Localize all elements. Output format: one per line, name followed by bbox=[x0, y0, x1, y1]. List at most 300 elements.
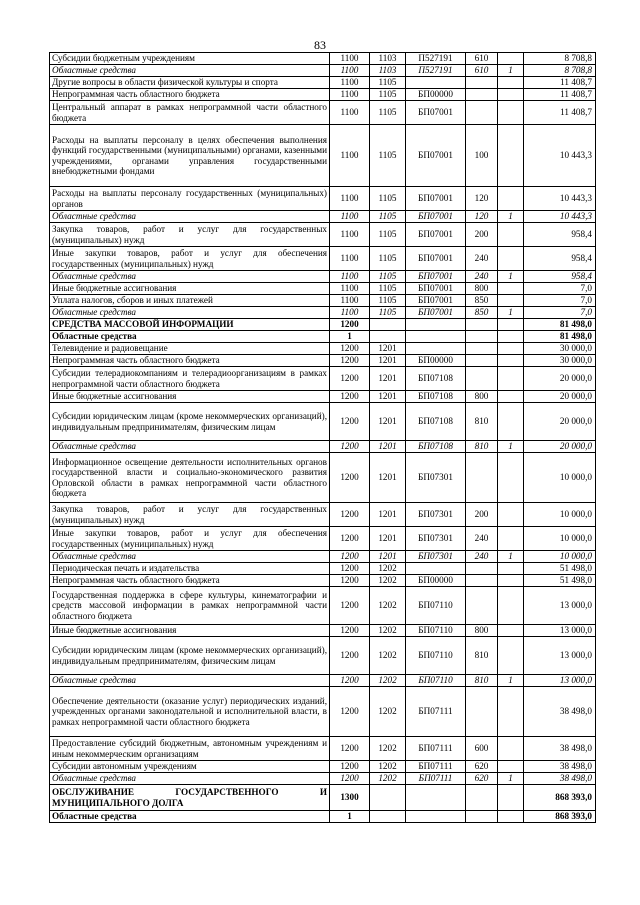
cell-section: 1200 bbox=[330, 575, 370, 587]
cell-amount: 10 000,0 bbox=[524, 503, 596, 527]
cell-subsection: 1202 bbox=[370, 563, 406, 575]
cell-funding-source: 1 bbox=[498, 551, 524, 563]
cell-section: 1200 bbox=[330, 551, 370, 563]
cell-amount: 10 443,3 bbox=[524, 187, 596, 211]
cell-funding-source bbox=[498, 811, 524, 823]
cell-section: 1200 bbox=[330, 773, 370, 785]
cell-subsection: 1105 bbox=[370, 295, 406, 307]
table-row bbox=[50, 761, 596, 773]
cell-funding-source: 1 bbox=[498, 675, 524, 687]
cell-target-article bbox=[406, 343, 466, 355]
cell-name: Областные средства bbox=[50, 65, 330, 77]
cell-funding-source bbox=[498, 187, 524, 211]
cell-amount: 958,4 bbox=[524, 223, 596, 247]
cell-amount: 20 000,0 bbox=[524, 441, 596, 453]
cell-funding-source bbox=[498, 77, 524, 89]
table-row bbox=[50, 295, 596, 307]
cell-section: 1200 bbox=[330, 761, 370, 773]
cell-amount: 868 393,0 bbox=[524, 785, 596, 811]
cell-target-article bbox=[406, 563, 466, 575]
cell-target-article bbox=[406, 811, 466, 823]
table-row bbox=[50, 637, 596, 675]
cell-name: Субсидии автономным учреждениям bbox=[50, 761, 330, 773]
cell-name: Субсидии бюджетным учреждениям bbox=[50, 53, 330, 65]
cell-expense-type bbox=[466, 343, 498, 355]
cell-subsection: 1105 bbox=[370, 283, 406, 295]
cell-expense-type: 810 bbox=[466, 637, 498, 675]
cell-funding-source bbox=[498, 575, 524, 587]
cell-amount: 13 000,0 bbox=[524, 675, 596, 687]
cell-name: Периодическая печать и издательства bbox=[50, 563, 330, 575]
cell-section: 1100 bbox=[330, 89, 370, 101]
cell-funding-source bbox=[498, 355, 524, 367]
table-row bbox=[50, 367, 596, 391]
table-row bbox=[50, 737, 596, 761]
cell-subsection: 1202 bbox=[370, 625, 406, 637]
cell-target-article: БП07301 bbox=[406, 551, 466, 563]
cell-section: 1100 bbox=[330, 101, 370, 125]
table-row bbox=[50, 773, 596, 785]
table-row bbox=[50, 271, 596, 283]
cell-name: Расходы на выплаты персоналу государственных (муниципальных) органов bbox=[50, 187, 330, 211]
cell-target-article: БП07110 bbox=[406, 625, 466, 637]
cell-funding-source: 1 bbox=[498, 307, 524, 319]
cell-target-article bbox=[406, 77, 466, 89]
cell-name: Областные средства bbox=[50, 441, 330, 453]
cell-funding-source bbox=[498, 295, 524, 307]
cell-section: 1100 bbox=[330, 223, 370, 247]
cell-expense-type bbox=[466, 331, 498, 343]
cell-amount: 20 000,0 bbox=[524, 367, 596, 391]
cell-subsection: 1105 bbox=[370, 89, 406, 101]
table-row bbox=[50, 441, 596, 453]
cell-name: Обеспечение деятельности (оказание услуг) периодических изданий, учрежденных органами законодательной и исполнительной власти, в рамках непрограммной части областного бюджета bbox=[50, 687, 330, 737]
cell-amount: 13 000,0 bbox=[524, 637, 596, 675]
cell-expense-type bbox=[466, 453, 498, 503]
cell-target-article: БП07110 bbox=[406, 675, 466, 687]
cell-amount: 38 498,0 bbox=[524, 773, 596, 785]
cell-target-article: БП07111 bbox=[406, 761, 466, 773]
cell-subsection: 1105 bbox=[370, 211, 406, 223]
cell-section: 1 bbox=[330, 331, 370, 343]
cell-subsection: 1202 bbox=[370, 737, 406, 761]
cell-funding-source bbox=[498, 331, 524, 343]
cell-target-article: П527191 bbox=[406, 53, 466, 65]
cell-expense-type bbox=[466, 355, 498, 367]
cell-funding-source bbox=[498, 343, 524, 355]
cell-amount: 13 000,0 bbox=[524, 625, 596, 637]
cell-expense-type bbox=[466, 89, 498, 101]
cell-target-article: БП00000 bbox=[406, 575, 466, 587]
cell-target-article: БП07108 bbox=[406, 391, 466, 403]
cell-funding-source bbox=[498, 125, 524, 187]
cell-funding-source: 1 bbox=[498, 773, 524, 785]
cell-expense-type bbox=[466, 77, 498, 89]
cell-amount: 11 408,7 bbox=[524, 89, 596, 101]
cell-expense-type: 800 bbox=[466, 391, 498, 403]
cell-funding-source bbox=[498, 637, 524, 675]
cell-target-article: БП07301 bbox=[406, 503, 466, 527]
cell-funding-source bbox=[498, 101, 524, 125]
cell-subsection: 1201 bbox=[370, 503, 406, 527]
cell-funding-source: 1 bbox=[498, 441, 524, 453]
cell-subsection: 1105 bbox=[370, 271, 406, 283]
cell-funding-source bbox=[498, 625, 524, 637]
cell-funding-source bbox=[498, 737, 524, 761]
cell-expense-type bbox=[466, 811, 498, 823]
cell-section: 1300 bbox=[330, 785, 370, 811]
cell-expense-type: 100 bbox=[466, 125, 498, 187]
cell-expense-type: 810 bbox=[466, 403, 498, 441]
table-row bbox=[50, 283, 596, 295]
cell-expense-type: 620 bbox=[466, 761, 498, 773]
cell-subsection: 1201 bbox=[370, 355, 406, 367]
cell-section: 1200 bbox=[330, 355, 370, 367]
cell-funding-source bbox=[498, 53, 524, 65]
cell-target-article: БП07108 bbox=[406, 367, 466, 391]
cell-funding-source bbox=[498, 527, 524, 551]
cell-name: Областные средства bbox=[50, 773, 330, 785]
cell-name: Иные закупки товаров, работ и услуг для обеспечения государственных (муниципальных) нужд bbox=[50, 247, 330, 271]
table-row bbox=[50, 785, 596, 811]
cell-subsection bbox=[370, 811, 406, 823]
cell-target-article: БП07001 bbox=[406, 307, 466, 319]
cell-expense-type bbox=[466, 319, 498, 331]
cell-expense-type: 600 bbox=[466, 737, 498, 761]
cell-name: Закупка товаров, работ и услуг для государственных (муниципальных) нужд bbox=[50, 503, 330, 527]
cell-section: 1 bbox=[330, 811, 370, 823]
cell-section: 1200 bbox=[330, 737, 370, 761]
table-row bbox=[50, 551, 596, 563]
cell-target-article: БП00000 bbox=[406, 355, 466, 367]
cell-amount: 30 000,0 bbox=[524, 343, 596, 355]
cell-funding-source bbox=[498, 283, 524, 295]
cell-target-article: БП07111 bbox=[406, 737, 466, 761]
cell-name: Другие вопросы в области физической культуры и спорта bbox=[50, 77, 330, 89]
cell-target-article: БП07001 bbox=[406, 283, 466, 295]
cell-expense-type: 200 bbox=[466, 223, 498, 247]
cell-funding-source bbox=[498, 563, 524, 575]
cell-target-article: БП07301 bbox=[406, 527, 466, 551]
cell-section: 1100 bbox=[330, 283, 370, 295]
cell-expense-type: 120 bbox=[466, 211, 498, 223]
cell-name: Областные средства bbox=[50, 271, 330, 283]
cell-section: 1200 bbox=[330, 503, 370, 527]
table-row bbox=[50, 527, 596, 551]
cell-expense-type: 610 bbox=[466, 65, 498, 77]
cell-amount: 11 408,7 bbox=[524, 101, 596, 125]
cell-expense-type bbox=[466, 785, 498, 811]
cell-name: Государственная поддержка в сфере культуры, кинематографии и средств массовой информации в рамках непрограммной части областного бюджета bbox=[50, 587, 330, 625]
cell-expense-type bbox=[466, 367, 498, 391]
cell-subsection: 1201 bbox=[370, 403, 406, 441]
table-row bbox=[50, 391, 596, 403]
cell-amount: 958,4 bbox=[524, 271, 596, 283]
cell-section: 1200 bbox=[330, 675, 370, 687]
cell-section: 1100 bbox=[330, 271, 370, 283]
table-row bbox=[50, 307, 596, 319]
cell-expense-type bbox=[466, 687, 498, 737]
cell-amount: 20 000,0 bbox=[524, 391, 596, 403]
cell-amount: 38 498,0 bbox=[524, 737, 596, 761]
table-row bbox=[50, 625, 596, 637]
cell-subsection: 1202 bbox=[370, 773, 406, 785]
cell-subsection: 1201 bbox=[370, 391, 406, 403]
cell-subsection: 1201 bbox=[370, 367, 406, 391]
cell-name: Телевидение и радиовещание bbox=[50, 343, 330, 355]
cell-name: Непрограммная часть областного бюджета bbox=[50, 89, 330, 101]
cell-expense-type bbox=[466, 575, 498, 587]
cell-subsection bbox=[370, 319, 406, 331]
cell-subsection: 1201 bbox=[370, 527, 406, 551]
cell-subsection: 1202 bbox=[370, 687, 406, 737]
cell-expense-type: 200 bbox=[466, 503, 498, 527]
cell-amount: 7,0 bbox=[524, 295, 596, 307]
cell-target-article: БП07001 bbox=[406, 295, 466, 307]
cell-expense-type: 240 bbox=[466, 247, 498, 271]
cell-name: Субсидии юридическим лицам (кроме некоммерческих организаций), индивидуальным предпринимателям, физическим лицам bbox=[50, 637, 330, 675]
cell-funding-source bbox=[498, 223, 524, 247]
table-row bbox=[50, 563, 596, 575]
table-row bbox=[50, 403, 596, 441]
cell-name: Областные средства bbox=[50, 331, 330, 343]
table-row bbox=[50, 125, 596, 187]
table-row bbox=[50, 343, 596, 355]
cell-section: 1200 bbox=[330, 587, 370, 625]
cell-amount: 10 000,0 bbox=[524, 453, 596, 503]
cell-amount: 7,0 bbox=[524, 307, 596, 319]
cell-name: Расходы на выплаты персоналу в целях обеспечения выполнения функций государственными (муниципальными) органами, казенными учреждениями, органами управления государственными внебюджетными фондами bbox=[50, 125, 330, 187]
cell-amount: 51 498,0 bbox=[524, 563, 596, 575]
cell-amount: 7,0 bbox=[524, 283, 596, 295]
cell-funding-source: 1 bbox=[498, 211, 524, 223]
table-row bbox=[50, 503, 596, 527]
cell-section: 1100 bbox=[330, 211, 370, 223]
cell-expense-type: 850 bbox=[466, 307, 498, 319]
cell-expense-type: 800 bbox=[466, 283, 498, 295]
cell-expense-type: 800 bbox=[466, 625, 498, 637]
cell-target-article: БП07111 bbox=[406, 687, 466, 737]
table-row bbox=[50, 675, 596, 687]
cell-amount: 10 000,0 bbox=[524, 527, 596, 551]
cell-target-article: БП00000 bbox=[406, 89, 466, 101]
cell-funding-source bbox=[498, 403, 524, 441]
cell-name: Уплата налогов, сборов и иных платежей bbox=[50, 295, 330, 307]
table-row bbox=[50, 187, 596, 211]
cell-funding-source bbox=[498, 247, 524, 271]
cell-name: Субсидии телерадиокомпаниям и телерадиоорганизациям в рамках непрограммной части областного бюджета bbox=[50, 367, 330, 391]
table-row bbox=[50, 319, 596, 331]
budget-table bbox=[49, 52, 596, 823]
cell-funding-source bbox=[498, 687, 524, 737]
cell-target-article: БП07001 bbox=[406, 247, 466, 271]
cell-amount: 11 408,7 bbox=[524, 77, 596, 89]
cell-subsection: 1201 bbox=[370, 551, 406, 563]
cell-subsection: 1202 bbox=[370, 575, 406, 587]
cell-subsection: 1105 bbox=[370, 125, 406, 187]
cell-subsection bbox=[370, 331, 406, 343]
cell-subsection: 1105 bbox=[370, 307, 406, 319]
cell-amount: 13 000,0 bbox=[524, 587, 596, 625]
cell-subsection: 1201 bbox=[370, 343, 406, 355]
cell-funding-source bbox=[498, 453, 524, 503]
table-row bbox=[50, 355, 596, 367]
cell-funding-source bbox=[498, 319, 524, 331]
cell-amount: 10 000,0 bbox=[524, 551, 596, 563]
cell-funding-source bbox=[498, 785, 524, 811]
cell-subsection: 1201 bbox=[370, 453, 406, 503]
cell-name: Областные средства bbox=[50, 551, 330, 563]
cell-expense-type: 610 bbox=[466, 53, 498, 65]
cell-name: Информационное освещение деятельности исполнительных органов государственной власти и социально-экономического развития Орловской области в рамках непрограммной части областного бюджета bbox=[50, 453, 330, 503]
page-number: 83 bbox=[314, 38, 326, 52]
cell-expense-type: 240 bbox=[466, 527, 498, 551]
cell-name: Центральный аппарат в рамках непрограммной части областного бюджета bbox=[50, 101, 330, 125]
cell-expense-type: 240 bbox=[466, 551, 498, 563]
cell-target-article bbox=[406, 785, 466, 811]
cell-section: 1100 bbox=[330, 295, 370, 307]
cell-target-article: БП07111 bbox=[406, 773, 466, 785]
cell-section: 1200 bbox=[330, 319, 370, 331]
cell-section: 1200 bbox=[330, 637, 370, 675]
cell-section: 1100 bbox=[330, 77, 370, 89]
cell-section: 1200 bbox=[330, 563, 370, 575]
cell-funding-source: 1 bbox=[498, 65, 524, 77]
cell-funding-source bbox=[498, 391, 524, 403]
cell-amount: 51 498,0 bbox=[524, 575, 596, 587]
cell-expense-type: 850 bbox=[466, 295, 498, 307]
cell-section: 1200 bbox=[330, 527, 370, 551]
cell-target-article: БП07108 bbox=[406, 441, 466, 453]
cell-amount: 38 498,0 bbox=[524, 761, 596, 773]
cell-target-article: БП07001 bbox=[406, 223, 466, 247]
cell-target-article: П527191 bbox=[406, 65, 466, 77]
cell-section: 1100 bbox=[330, 307, 370, 319]
cell-name: Иные бюджетные ассигнования bbox=[50, 283, 330, 295]
cell-section: 1100 bbox=[330, 125, 370, 187]
cell-expense-type: 120 bbox=[466, 187, 498, 211]
cell-subsection: 1103 bbox=[370, 65, 406, 77]
cell-target-article bbox=[406, 331, 466, 343]
table-row bbox=[50, 687, 596, 737]
cell-subsection: 1202 bbox=[370, 761, 406, 773]
table-row bbox=[50, 101, 596, 125]
cell-subsection: 1201 bbox=[370, 441, 406, 453]
table-row bbox=[50, 77, 596, 89]
cell-funding-source bbox=[498, 89, 524, 101]
cell-expense-type bbox=[466, 563, 498, 575]
cell-section: 1200 bbox=[330, 343, 370, 355]
cell-name: Непрограммная часть областного бюджета bbox=[50, 355, 330, 367]
table-row bbox=[50, 65, 596, 77]
cell-expense-type bbox=[466, 101, 498, 125]
cell-expense-type: 810 bbox=[466, 675, 498, 687]
cell-amount: 8 708,8 bbox=[524, 53, 596, 65]
table-row bbox=[50, 223, 596, 247]
cell-subsection: 1105 bbox=[370, 187, 406, 211]
cell-subsection: 1202 bbox=[370, 675, 406, 687]
table-row bbox=[50, 247, 596, 271]
cell-subsection bbox=[370, 785, 406, 811]
cell-section: 1100 bbox=[330, 187, 370, 211]
cell-subsection: 1105 bbox=[370, 223, 406, 247]
cell-expense-type: 240 bbox=[466, 271, 498, 283]
cell-section: 1100 bbox=[330, 53, 370, 65]
cell-section: 1200 bbox=[330, 367, 370, 391]
cell-name: ОБСЛУЖИВАНИЕ ГОСУДАРСТВЕННОГО И МУНИЦИПАЛЬНОГО ДОЛГА bbox=[50, 785, 330, 811]
table-row bbox=[50, 811, 596, 823]
cell-amount: 81 498,0 bbox=[524, 331, 596, 343]
cell-name: Закупка товаров, работ и услуг для государственных (муниципальных) нужд bbox=[50, 223, 330, 247]
cell-expense-type bbox=[466, 587, 498, 625]
cell-section: 1200 bbox=[330, 687, 370, 737]
cell-target-article: БП07001 bbox=[406, 101, 466, 125]
cell-target-article: БП07001 bbox=[406, 125, 466, 187]
cell-subsection: 1105 bbox=[370, 247, 406, 271]
cell-target-article: БП07110 bbox=[406, 587, 466, 625]
table-row bbox=[50, 89, 596, 101]
cell-funding-source bbox=[498, 503, 524, 527]
cell-target-article: БП07001 bbox=[406, 271, 466, 283]
cell-name: Областные средства bbox=[50, 307, 330, 319]
cell-amount: 38 498,0 bbox=[524, 687, 596, 737]
cell-amount: 8 708,8 bbox=[524, 65, 596, 77]
cell-subsection: 1103 bbox=[370, 53, 406, 65]
cell-section: 1200 bbox=[330, 625, 370, 637]
table-row bbox=[50, 331, 596, 343]
cell-amount: 10 443,3 bbox=[524, 211, 596, 223]
cell-target-article: БП07301 bbox=[406, 453, 466, 503]
cell-name: Иные бюджетные ассигнования bbox=[50, 625, 330, 637]
cell-target-article bbox=[406, 319, 466, 331]
cell-target-article: БП07001 bbox=[406, 211, 466, 223]
table-row bbox=[50, 53, 596, 65]
table-row bbox=[50, 453, 596, 503]
cell-expense-type: 810 bbox=[466, 441, 498, 453]
cell-subsection: 1202 bbox=[370, 587, 406, 625]
cell-amount: 30 000,0 bbox=[524, 355, 596, 367]
cell-amount: 81 498,0 bbox=[524, 319, 596, 331]
cell-section: 1200 bbox=[330, 453, 370, 503]
cell-amount: 10 443,3 bbox=[524, 125, 596, 187]
cell-amount: 958,4 bbox=[524, 247, 596, 271]
cell-name: Иные бюджетные ассигнования bbox=[50, 391, 330, 403]
cell-target-article: БП07110 bbox=[406, 637, 466, 675]
cell-funding-source bbox=[498, 367, 524, 391]
table-row bbox=[50, 587, 596, 625]
table-row bbox=[50, 211, 596, 223]
cell-name: Субсидии юридическим лицам (кроме некоммерческих организаций), индивидуальным предпринимателям, физическим лицам bbox=[50, 403, 330, 441]
cell-funding-source bbox=[498, 761, 524, 773]
cell-target-article: БП07001 bbox=[406, 187, 466, 211]
cell-name: Областные средства bbox=[50, 211, 330, 223]
cell-subsection: 1105 bbox=[370, 77, 406, 89]
cell-name: Областные средства bbox=[50, 675, 330, 687]
cell-section: 1100 bbox=[330, 247, 370, 271]
cell-funding-source: 1 bbox=[498, 271, 524, 283]
cell-section: 1200 bbox=[330, 391, 370, 403]
table-row bbox=[50, 575, 596, 587]
cell-amount: 868 393,0 bbox=[524, 811, 596, 823]
cell-section: 1200 bbox=[330, 403, 370, 441]
cell-target-article: БП07108 bbox=[406, 403, 466, 441]
cell-subsection: 1202 bbox=[370, 637, 406, 675]
cell-name: Иные закупки товаров, работ и услуг для обеспечения государственных (муниципальных) нужд bbox=[50, 527, 330, 551]
cell-section: 1200 bbox=[330, 441, 370, 453]
cell-amount: 20 000,0 bbox=[524, 403, 596, 441]
cell-name: Областные средства bbox=[50, 811, 330, 823]
cell-name: Непрограммная часть областного бюджета bbox=[50, 575, 330, 587]
